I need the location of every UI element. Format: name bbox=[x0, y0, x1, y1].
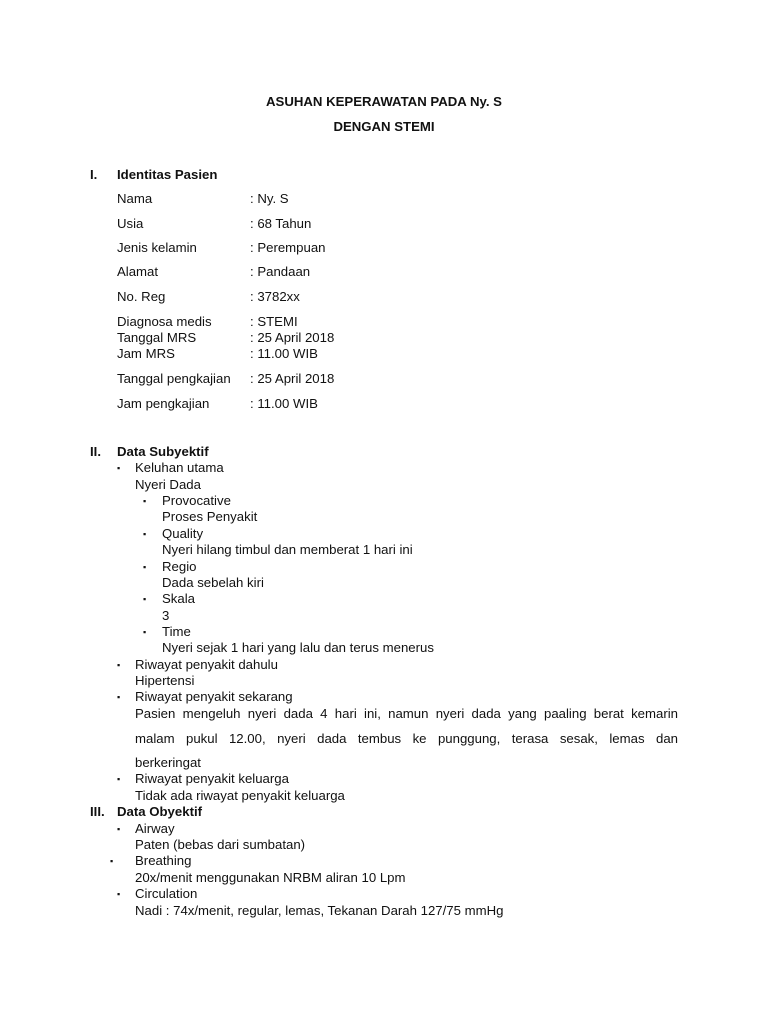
field-value: : Ny. S bbox=[250, 191, 289, 206]
sub-item-label: Regio bbox=[162, 559, 197, 574]
field-value: : 25 April 2018 bbox=[250, 330, 335, 345]
list-item-value: Paten (bebas dari sumbatan) bbox=[135, 837, 306, 852]
field-value: : 25 April 2018 bbox=[250, 371, 335, 386]
sub-item-label: Skala bbox=[162, 591, 195, 606]
bullet-icon: ▪ bbox=[143, 496, 147, 506]
field-value: : Pandaan bbox=[250, 264, 311, 279]
paragraph-line: berkeringat bbox=[135, 755, 201, 770]
list-item-label: Breathing bbox=[135, 853, 192, 868]
field-value: : STEMI bbox=[250, 314, 298, 329]
list-item-label: Riwayat penyakit sekarang bbox=[135, 689, 293, 704]
list-item-value: Nyeri Dada bbox=[135, 477, 201, 492]
field-label: Tanggal pengkajian bbox=[117, 371, 231, 386]
section-number: III. bbox=[90, 804, 105, 819]
field-value: : 11.00 WIB bbox=[250, 396, 318, 411]
bullet-icon: ▪ bbox=[143, 627, 147, 637]
list-item-label: Airway bbox=[135, 821, 175, 836]
list-item-value: Tidak ada riwayat penyakit keluarga bbox=[135, 788, 345, 803]
list-item-label: Riwayat penyakit dahulu bbox=[135, 657, 278, 672]
field-label: Usia bbox=[117, 216, 144, 231]
field-value: : Perempuan bbox=[250, 240, 326, 255]
bullet-icon: ▪ bbox=[110, 856, 114, 866]
field-value: : 3782xx bbox=[250, 289, 300, 304]
bullet-icon: ▪ bbox=[117, 824, 121, 834]
bullet-icon: ▪ bbox=[117, 463, 121, 473]
field-label: Jam pengkajian bbox=[117, 396, 210, 411]
field-label: Jenis kelamin bbox=[117, 240, 197, 255]
field-label: No. Reg bbox=[117, 289, 166, 304]
field-value: : 11.00 WIB bbox=[250, 346, 318, 361]
field-label: Alamat bbox=[117, 264, 159, 279]
sub-item-value: Nyeri sejak 1 hari yang lalu dan terus menerus bbox=[162, 640, 434, 655]
field-label: Jam MRS bbox=[117, 346, 175, 361]
sub-item-label: Time bbox=[162, 624, 191, 639]
paragraph-line: Pasien mengeluh nyeri dada 4 hari ini, namun nyeri dada yang paaling berat kemarin bbox=[135, 706, 678, 721]
paragraph-line: malam pukul 12.00, nyeri dada tembus ke punggung, terasa sesak, lemas dan bbox=[135, 731, 678, 746]
field-label: Nama bbox=[117, 191, 153, 206]
list-item-label: Circulation bbox=[135, 886, 198, 901]
bullet-icon: ▪ bbox=[143, 562, 147, 572]
list-item-value: 20x/menit menggunakan NRBM aliran 10 Lpm bbox=[135, 870, 406, 885]
sub-item-value: Nyeri hilang timbul dan memberat 1 hari ini bbox=[162, 542, 413, 557]
bullet-icon: ▪ bbox=[117, 660, 121, 670]
document-subtitle: DENGAN STEMI bbox=[333, 119, 435, 134]
list-item-label: Keluhan utama bbox=[135, 460, 224, 475]
bullet-icon: ▪ bbox=[143, 529, 147, 539]
section-number: I. bbox=[90, 167, 98, 182]
list-item-value: Nadi : 74x/menit, regular, lemas, Tekanan Darah 127/75 mmHg bbox=[135, 903, 504, 918]
bullet-icon: ▪ bbox=[143, 594, 147, 604]
list-item-value: Hipertensi bbox=[135, 673, 195, 688]
sub-item-label: Provocative bbox=[162, 493, 231, 508]
field-label: Diagnosa medis bbox=[117, 314, 212, 329]
sub-item-value: 3 bbox=[162, 608, 170, 623]
field-value: : 68 Tahun bbox=[250, 216, 312, 231]
section-title: Data Subyektif bbox=[117, 444, 209, 459]
sub-item-value: Dada sebelah kiri bbox=[162, 575, 264, 590]
section-title: Data Obyektif bbox=[117, 804, 203, 819]
sub-item-value: Proses Penyakit bbox=[162, 509, 258, 524]
section-title: Identitas Pasien bbox=[117, 167, 218, 182]
list-item-label: Riwayat penyakit keluarga bbox=[135, 771, 289, 786]
document-title: ASUHAN KEPERAWATAN PADA Ny. S bbox=[266, 94, 502, 109]
sub-item-label: Quality bbox=[162, 526, 204, 541]
section-number: II. bbox=[90, 444, 101, 459]
bullet-icon: ▪ bbox=[117, 774, 121, 784]
bullet-icon: ▪ bbox=[117, 889, 121, 899]
bullet-icon: ▪ bbox=[117, 692, 121, 702]
field-label: Tanggal MRS bbox=[117, 330, 197, 345]
